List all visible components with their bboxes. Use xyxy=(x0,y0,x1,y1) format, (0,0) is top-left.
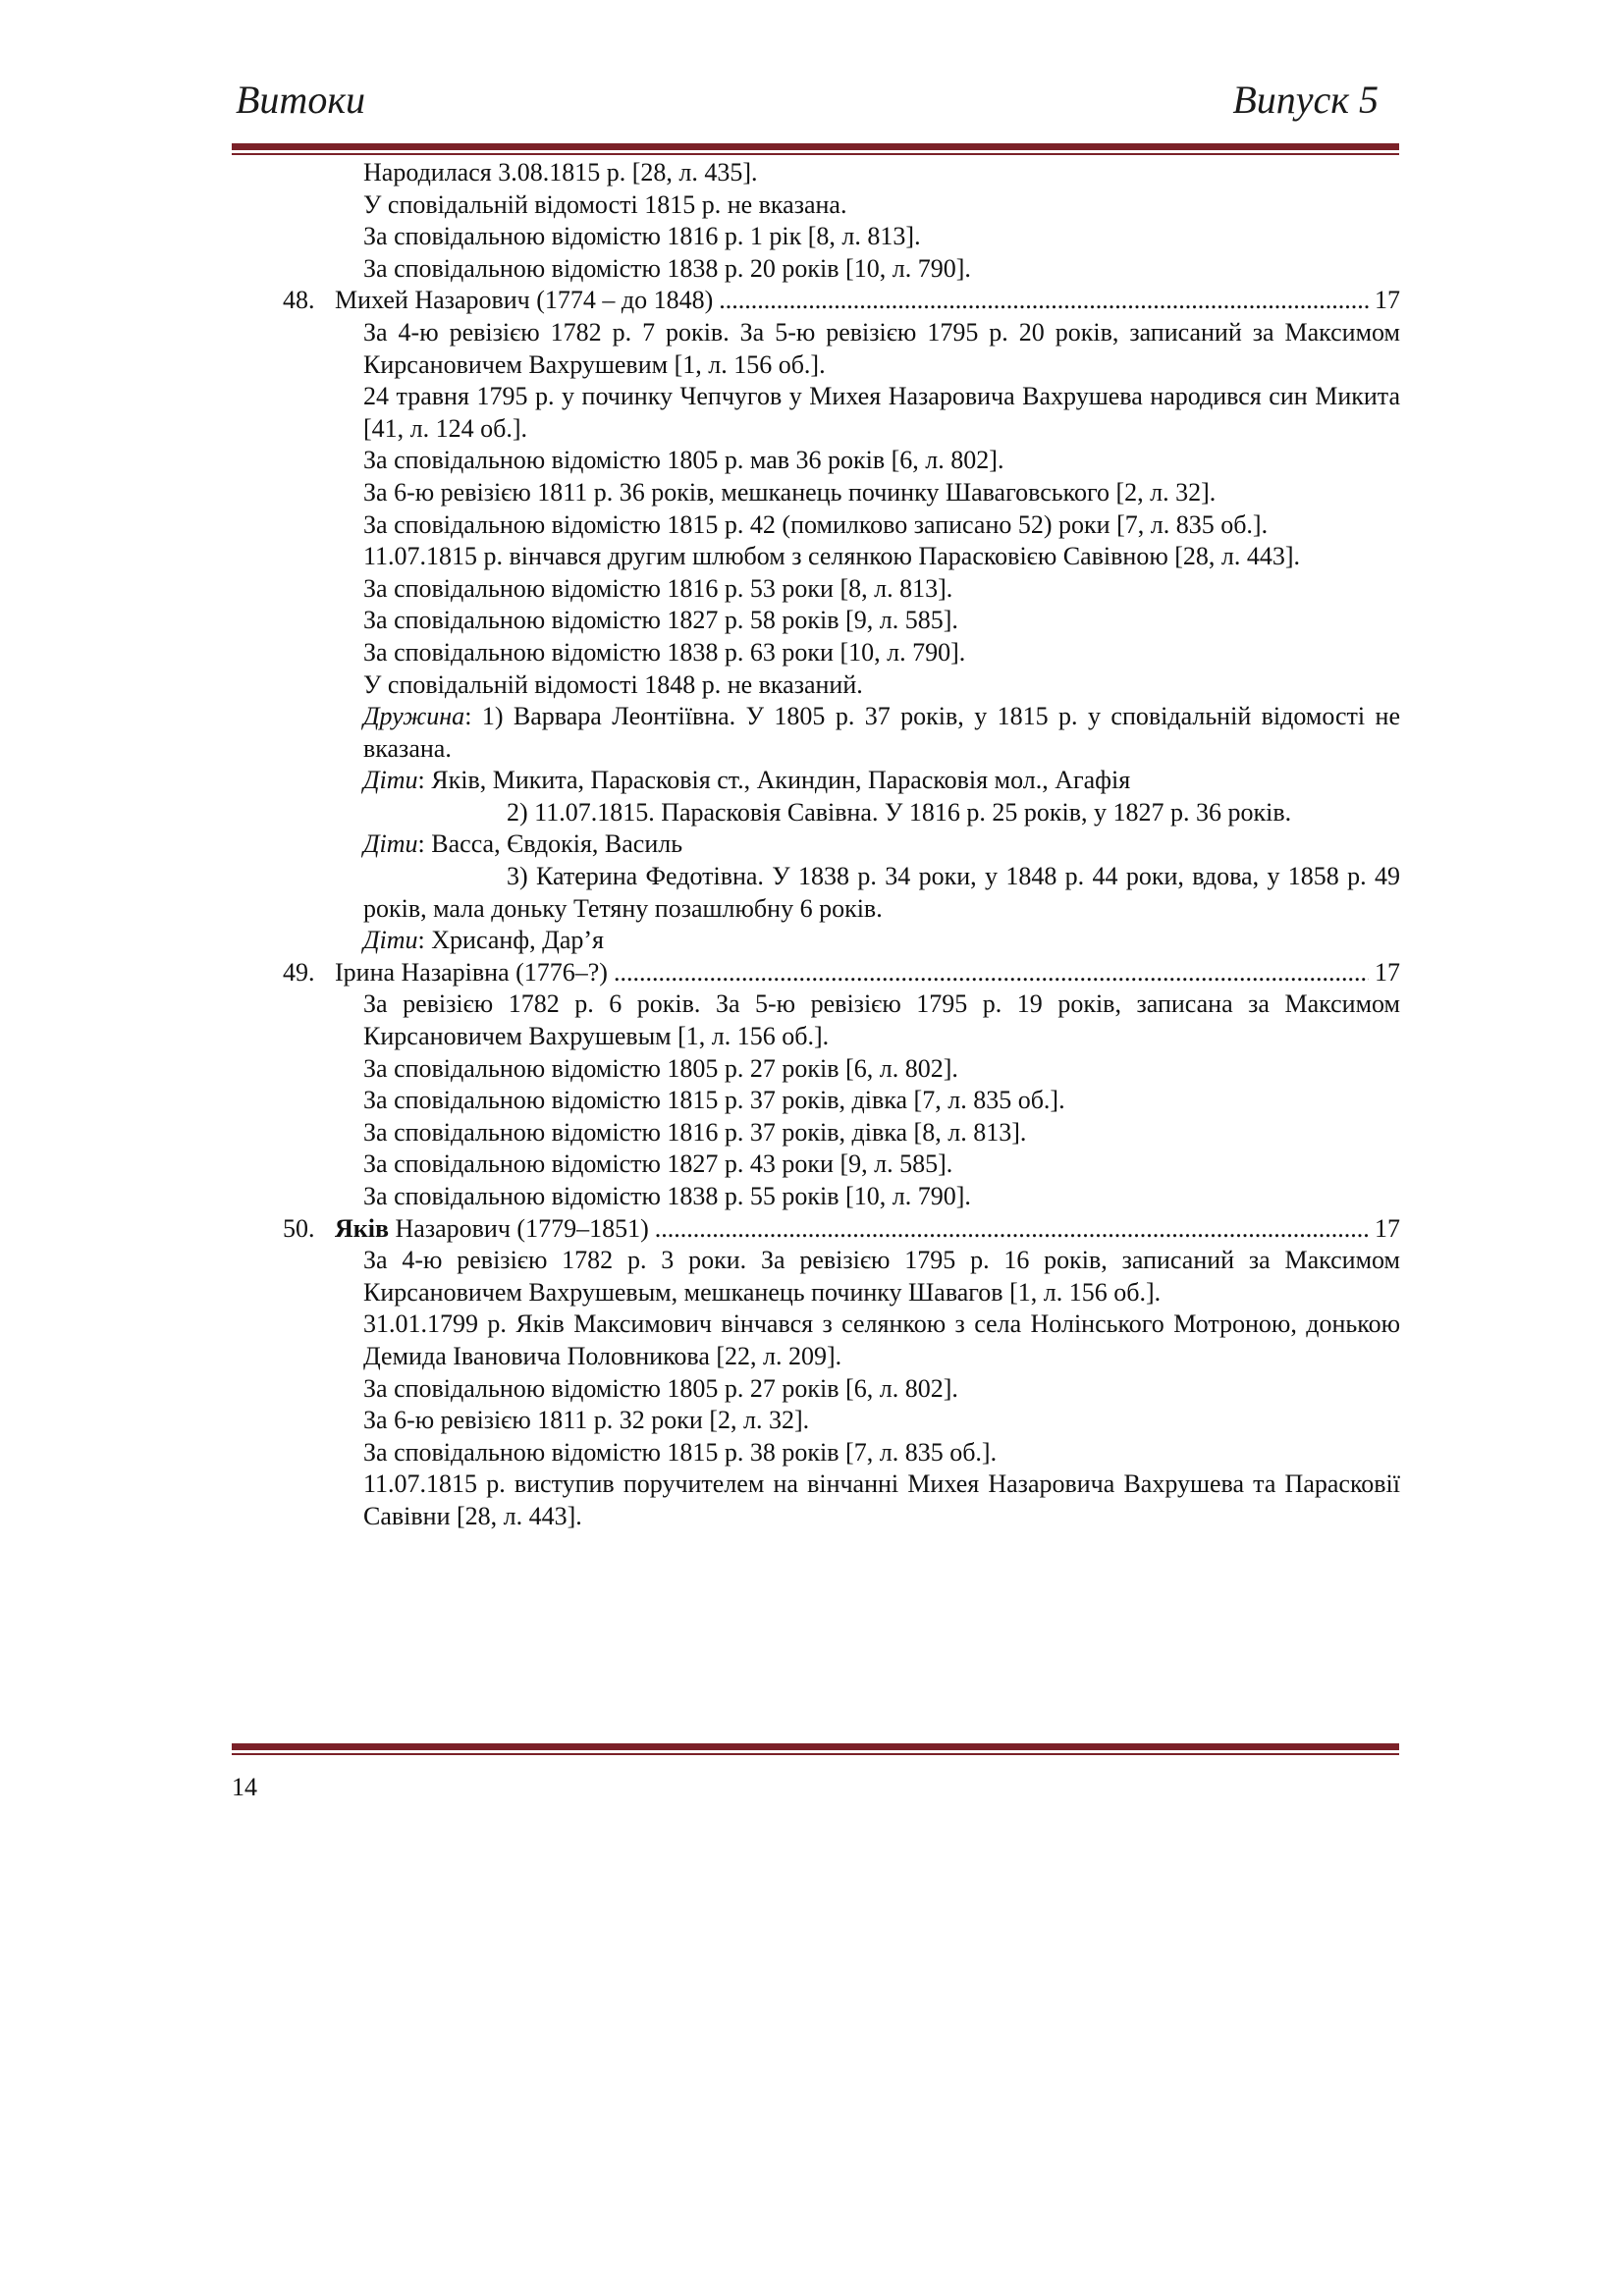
entry-name: Ірина Назарівна (1776–?) xyxy=(335,957,608,987)
text-paragraph: 11.07.1815 р. вінчався другим шлюбом з селянкою Парасковією Савівною [28, л. 443]. xyxy=(363,542,1301,571)
text-paragraph: За сповідальною відомістю 1838 р. 55 років [10, л. 790]. xyxy=(363,1182,971,1210)
entry-49-heading xyxy=(232,957,1400,989)
text-line: У сповідальній відомості 1815 р. не вказана. xyxy=(363,189,847,219)
leader-dots xyxy=(614,957,1369,989)
wife-paragraph: 2) 11.07.1815. Парасковія Савівна. У 1816 р. 25 років, у 1827 р. 36 років. xyxy=(507,797,1292,827)
leader-dots xyxy=(719,285,1369,317)
text-line: За сповідальною відомістю 1816 р. 1 рік [8, л. 813]. xyxy=(363,222,921,251)
wife-label: Дружина xyxy=(363,702,465,731)
text-paragraph: За ревізією 1782 р. 6 років. За 5-ю ревізією 1795 р. 19 років, записана за Максимом Кирсановичем Вахрушевым [1, л. 156 об.]. xyxy=(363,989,1400,1051)
text-paragraph: За сповідальною відомістю 1805 р. мав 36 років [6, л. 802]. xyxy=(363,446,1004,475)
text-paragraph: За сповідальною відомістю 1838 р. 63 роки [10, л. 790]. xyxy=(363,637,966,667)
entry-48-heading xyxy=(232,285,1400,317)
text-paragraph: За 6-ю ревізією 1811 р. 36 років, мешканець починку Шаваговського [2, л. 32]. xyxy=(363,477,1217,507)
wife-paragraph xyxy=(232,701,1400,765)
children-label: Діти xyxy=(363,766,418,795)
leader-dots xyxy=(655,1213,1369,1246)
wife-text: : 1) Варвара Леонтіївна. У 1805 р. 37 років, у 1815 р. у сповідальній відомості не вказана. xyxy=(363,702,1400,763)
text-paragraph: За сповідальною відомістю 1815 р. 42 (помилково записано 52) роки [7, л. 835 об.]. xyxy=(363,509,1269,539)
text-paragraph: За сповідальною відомістю 1805 р. 27 років [6, л. 802]. xyxy=(363,1053,958,1083)
entry-name xyxy=(335,1213,649,1246)
header-rule xyxy=(232,143,1399,155)
entry-name-rest: Назарович (1779–1851) xyxy=(389,1213,649,1243)
entry-number: 50. xyxy=(283,1213,315,1243)
entry-50-heading xyxy=(232,1213,1400,1246)
text-paragraph: За сповідальною відомістю 1816 р. 37 років, дівка [8, л. 813]. xyxy=(363,1117,1027,1147)
wife-paragraph: 3) Катерина Федотівна. У 1838 р. 34 роки, у 1848 р. 44 роки, вдова, у 1858 р. 49 років, мала доньку Тетяну позашлюбну 6 років. xyxy=(363,862,1400,923)
page-content xyxy=(232,157,1400,1533)
entry-ref: 17 xyxy=(1375,286,1400,315)
text-line: За сповідальною відомістю 1838 р. 20 років [10, л. 790]. xyxy=(363,253,971,283)
header-issue: Випуск 5 xyxy=(1232,78,1379,122)
text-line: Народилася 3.08.1815 р. [28, л. 435]. xyxy=(363,158,758,187)
text-paragraph: За сповідальною відомістю 1827 р. 43 роки [9, л. 585]. xyxy=(363,1149,953,1179)
children-label: Діти xyxy=(363,926,418,955)
text-paragraph: 11.07.1815 р. виступив поручителем на вінчанні Михея Назаровича Вахрушева та Парасковії Савівни [28, л. 443]. xyxy=(363,1469,1400,1530)
children-paragraph xyxy=(232,828,1400,861)
entry-ref: 17 xyxy=(1375,1213,1400,1243)
text-paragraph: За сповідальною відомістю 1815 р. 38 років [7, л. 835 об.]. xyxy=(363,1437,998,1467)
children-text: : Яків, Микита, Парасковія ст., Акиндин, Парасковія мол., Агафія xyxy=(417,766,1131,795)
footer-rule xyxy=(232,1743,1399,1755)
entry-name-bold: Яків xyxy=(335,1213,390,1243)
children-paragraph xyxy=(232,765,1400,797)
text-paragraph: 31.01.1799 р. Яків Максимович вінчався з селянкою з села Нолінського Мотроною, донькою Демида Івановича Половникова [22, л. 209]. xyxy=(363,1309,1400,1370)
page-number: 14 xyxy=(232,1773,257,1801)
text-paragraph: За сповідальною відомістю 1805 р. 27 років [6, л. 802]. xyxy=(363,1373,958,1403)
children-paragraph xyxy=(232,925,1400,957)
children-label: Діти xyxy=(363,829,418,859)
children-text: : Хрисанф, Дар’я xyxy=(417,926,605,955)
header-journal-title: Витоки xyxy=(236,78,366,122)
entry-name: Михей Назарович (1774 – до 1848) xyxy=(335,286,714,315)
entry-ref: 17 xyxy=(1375,957,1400,987)
text-paragraph: У сповідальній відомості 1848 р. не вказаний. xyxy=(363,669,863,699)
entry-number: 49. xyxy=(283,957,315,987)
text-paragraph: За сповідальною відомістю 1816 р. 53 роки [8, л. 813]. xyxy=(363,573,953,603)
text-paragraph: 24 травня 1795 р. у починку Чепчугов у Михея Назаровича Вахрушева народився син Микита [41, л. 124 об.]. xyxy=(363,382,1400,443)
text-paragraph: За 4-ю ревізією 1782 р. 3 роки. За ревізією 1795 р. 16 років, записаний за Максимом Кирсановичем Вахрушевым, мешканець починку Шавагов [1, л. 156 об.]. xyxy=(363,1246,1400,1307)
text-paragraph: За сповідальною відомістю 1815 р. 37 років, дівка [7, л. 835 об.]. xyxy=(363,1086,1065,1115)
text-paragraph: За 6-ю ревізією 1811 р. 32 роки [2, л. 32]. xyxy=(363,1406,810,1435)
children-text: : Васса, Євдокія, Василь xyxy=(417,829,683,859)
entry-number: 48. xyxy=(283,286,315,315)
text-paragraph: За 4-ю ревізією 1782 р. 7 років. За 5-ю ревізією 1795 р. 20 років, записаний за Максимом Кирсановичем Вахрушевим [1, л. 156 об.]. xyxy=(363,317,1400,379)
text-paragraph: За сповідальною відомістю 1827 р. 58 років [9, л. 585]. xyxy=(363,606,958,635)
